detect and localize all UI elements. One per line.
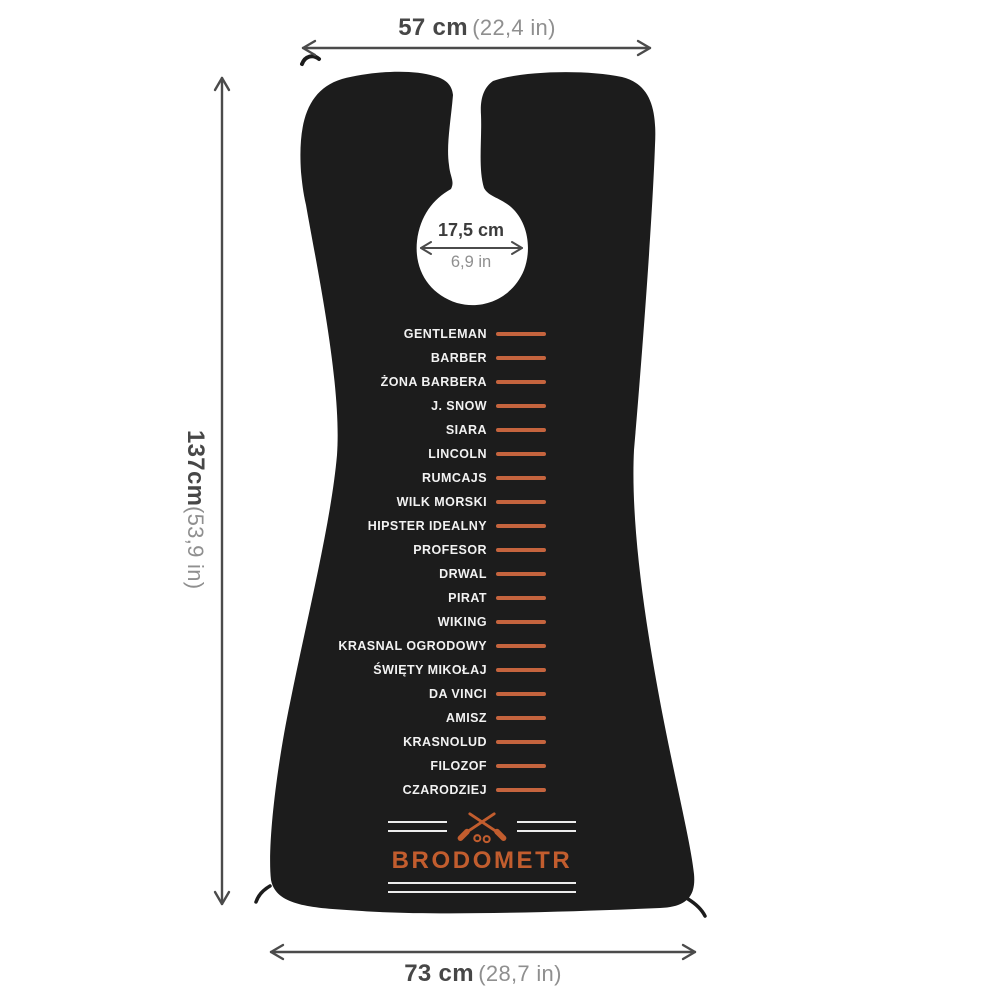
crossed-razors-icon	[452, 806, 512, 846]
scale-label: BARBER	[430, 351, 487, 365]
scale-row	[350, 754, 546, 778]
scale-label: AMISZ	[445, 711, 487, 725]
scale-tick	[496, 428, 546, 432]
logo-top-rules	[388, 806, 576, 846]
logo-rule-right	[517, 821, 576, 832]
scale-tick	[496, 692, 546, 696]
scale-label: PROFESOR	[413, 543, 487, 557]
scale-label: SIARA	[445, 423, 487, 437]
scale-label: ŚWIĘTY MIKOŁAJ	[373, 663, 487, 677]
scale-tick	[496, 668, 546, 672]
scale-tick	[496, 620, 546, 624]
beard-scale	[338, 322, 546, 802]
scale-label: WILK MORSKI	[396, 495, 487, 509]
scale-row	[350, 682, 546, 706]
scale-tick	[496, 524, 546, 528]
scale-tick	[496, 404, 546, 408]
scale-tick	[496, 380, 546, 384]
scale-row	[350, 562, 546, 586]
brand-name: BRODOMETR	[391, 847, 573, 874]
scale-tick	[496, 740, 546, 744]
scale-label: FILOZOF	[430, 759, 487, 773]
scale-row	[350, 466, 546, 490]
scale-tick	[496, 572, 546, 576]
scale-label: ŻONA BARBERA	[380, 375, 487, 389]
left-height-label	[172, 412, 218, 608]
logo-rule-left	[388, 821, 447, 832]
bottom-width-arrow	[271, 945, 695, 959]
scale-label: HIPSTER IDEALNY	[367, 519, 487, 533]
scale-label: KRASNAL OGRODOWY	[338, 639, 487, 653]
scale-tick	[496, 596, 546, 600]
scale-row	[350, 322, 546, 346]
top-width-arrow	[303, 41, 650, 55]
scale-row	[350, 658, 546, 682]
logo-rule-bottom	[388, 882, 576, 893]
top-width-metric: 57 cm	[398, 14, 468, 41]
scale-label: LINCOLN	[428, 447, 487, 461]
scale-row	[350, 778, 546, 802]
bottom-width-imperial: (28,7 in)	[478, 961, 562, 986]
scale-tick	[496, 764, 546, 768]
scale-label: WIKING	[437, 615, 487, 629]
scale-tick	[496, 332, 546, 336]
brand-logo	[388, 806, 576, 893]
left-height-imperial: (53,9 in)	[183, 506, 208, 590]
scale-tick	[496, 644, 546, 648]
scale-row	[350, 586, 546, 610]
scale-row	[350, 418, 546, 442]
scale-row	[350, 346, 546, 370]
scale-label: DA VINCI	[428, 687, 487, 701]
scale-row	[350, 394, 546, 418]
top-width-imperial: (22,4 in)	[472, 15, 556, 40]
scale-tick	[496, 452, 546, 456]
bottom-width-label	[283, 960, 683, 988]
scale-row	[350, 490, 546, 514]
scale-label: J. SNOW	[431, 399, 487, 413]
neck-width-imperial: 6,9 in	[450, 253, 492, 271]
scale-tick	[496, 476, 546, 480]
scale-row	[350, 730, 546, 754]
scale-tick	[496, 500, 546, 504]
neck-width-metric: 17,5 cm	[437, 220, 505, 240]
top-width-label	[277, 14, 677, 42]
scale-label: KRASNOLUD	[403, 735, 487, 749]
scale-label: CZARODZIEJ	[402, 783, 487, 797]
scale-tick	[496, 716, 546, 720]
scale-label: PIRAT	[448, 591, 487, 605]
scale-row	[350, 370, 546, 394]
scale-tick	[496, 356, 546, 360]
bottom-width-metric: 73 cm	[404, 960, 474, 987]
scale-label: GENTLEMAN	[403, 327, 487, 341]
scale-label: RUMCAJS	[422, 471, 487, 485]
scale-row	[338, 634, 546, 658]
left-height-metric: 137cm	[182, 430, 209, 507]
scale-row	[350, 610, 546, 634]
scale-row	[350, 706, 546, 730]
scale-tick	[496, 788, 546, 792]
scale-row	[350, 442, 546, 466]
scale-tick	[496, 548, 546, 552]
scale-row	[350, 514, 546, 538]
scale-label: DRWAL	[439, 567, 487, 581]
scale-row	[350, 538, 546, 562]
